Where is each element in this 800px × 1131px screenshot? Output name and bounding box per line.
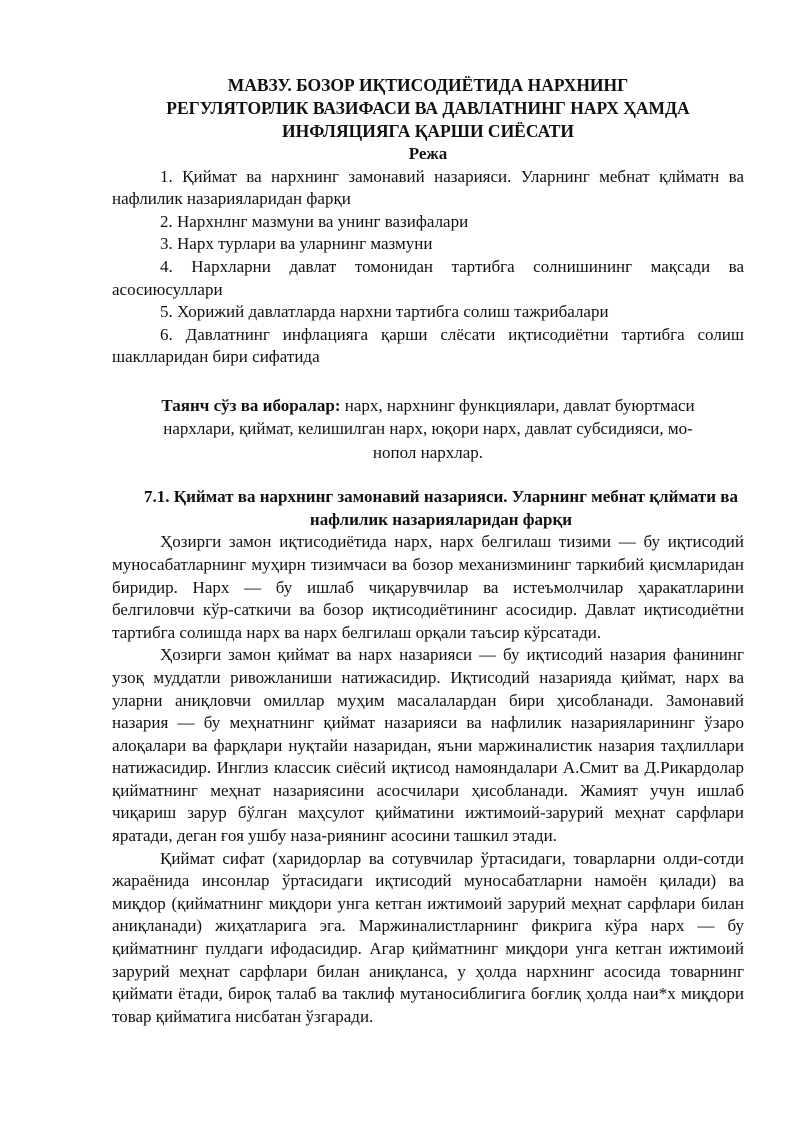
plan-item: 1. Қиймат ва нархнинг замонавий назарияси. Уларнинг мебнат қлйматн ва нафлилик назарияларидан фарқи xyxy=(112,166,744,209)
document-page xyxy=(112,74,744,1028)
body-paragraph: Ҳозирги замон иқтисодиётида нарх, нарх белгилаш тизими — бу иқтисодий муносабатларнинг муҳирн тизимчаси ва бозор механизмининг таркибий қисмларидан биридир. Нарх — бу ишлаб чиқарувчилар ва истеъмолчилар ҳаракатларини белгиловчи кўр-саткичи ва бозор иқтисодиётининг асосидир. Давлат иқтисодиётни тартибга солишда нарх ва нарх белгилаш орқали таъсир кўрсатади. xyxy=(112,532,744,642)
plan-heading: Режа xyxy=(408,144,448,163)
plan-item: 3. Нарх турлари ва уларнинг мазмуни xyxy=(160,234,433,254)
body-paragraph: Қиймат сифат (харидорлар ва сотувчилар ўртасидаги, товарларни олди-сотди жараёнида инсонлар ўртасидаги иқтисодий муносабатларни намоён қилади) ва миқдор (қийматнинг миқдори унга кетган ижтимоий зарурий меҳнат сарфлари билан аниқланади) жиҳатларига эга. Маржиналистларнинг фикрига кўра нарх — бу қийматнинг пулдаги ифодасидир. Агар қийматнинг миқдори унга кетган ижтимоий зарурий меҳнат сарфлари билан аниқланса, у ҳолда нархнинг асосида товарнинг қиймати ётади, бироқ талаб ва таклиф мутаносиблигига боғлиқ ҳолда наи*х миқдори товар қийматига нисбатан ўзгаради. xyxy=(112,848,744,1026)
plan-item: 4. Нархларни давлат томонидан тартибга солнишининг мақсади ва асосиюсуллари xyxy=(112,256,744,299)
plan-list xyxy=(112,166,744,369)
plan-item: 6. Давлатнинг инфлацияга қарши слёсати иқтисодиётни тартибга солиш шаклларидан бири сифатида xyxy=(112,324,744,367)
title-line-2: РЕГУЛЯТОРЛИК ВАЗИФАСИ ВА ДАВЛАТНИНГ НАРХ ҲАМДА xyxy=(166,98,690,118)
title-line-1: МАВЗУ. БОЗОР ИҚТИСОДИЁТИДА НАРХНИНГ xyxy=(227,75,629,95)
keywords-lead: Таянч сўз ва иборалар: xyxy=(161,395,341,415)
body-text xyxy=(112,531,744,1028)
section-heading: 7.1. Қиймат ва нархнинг замонавий назарияси. Уларнинг мебнат қлймати ва нафлилик назарияларидан фарқи xyxy=(144,487,738,529)
keywords-block xyxy=(112,394,744,464)
plan-item: 5. Хорижий давлатларда нархни тартибга солиш тажрибалари xyxy=(160,302,609,322)
keywords-text: нарх, нархнинг функциялари, давлат буюртмаси нархлари, қиймат, келишилган нарх, юқори нарх, давлат субсидияси, мо-нопол нархлар. xyxy=(163,395,695,462)
body-paragraph: Ҳозирги замон қиймат ва нарх назарияси — бу иқтисодий назария фанининг узоқ муддатли ривожланиши натижасидир. Иқтисодий назарияда қиймат, нарх ва уларни аниқловчи омиллар муҳим масалалардан бири ҳисобланади. Замонавий назария — бу меҳнатнинг қиймат назарияси ва нафлилик назарияларининг ўзаро алоқалари ва фарқлари нуқтайи назаридан, яъни маржиналистик назария таҳлиллари натижасидир. Инглиз классик сиёсий иқтисод намояндалари А.Смит ва Д.Рикардолар қийматнинг меҳнат назариясини асосчилари ҳисобланади. Жамият учун ишлаб чиқариш зарур бўлган маҳсулот қийматини ижтимоий-зарурий меҳнат сарфлари яратади, деган ғоя ушбу наза-риянинг асосини ташкил этади. xyxy=(112,645,744,846)
title-line-3: ИНФЛЯЦИЯГА ҚАРШИ СИЁСАТИ xyxy=(281,121,574,141)
plan-item: 2. Нархнлнг мазмуни ва унинг вазифалари xyxy=(160,211,469,231)
document-title xyxy=(112,74,744,143)
